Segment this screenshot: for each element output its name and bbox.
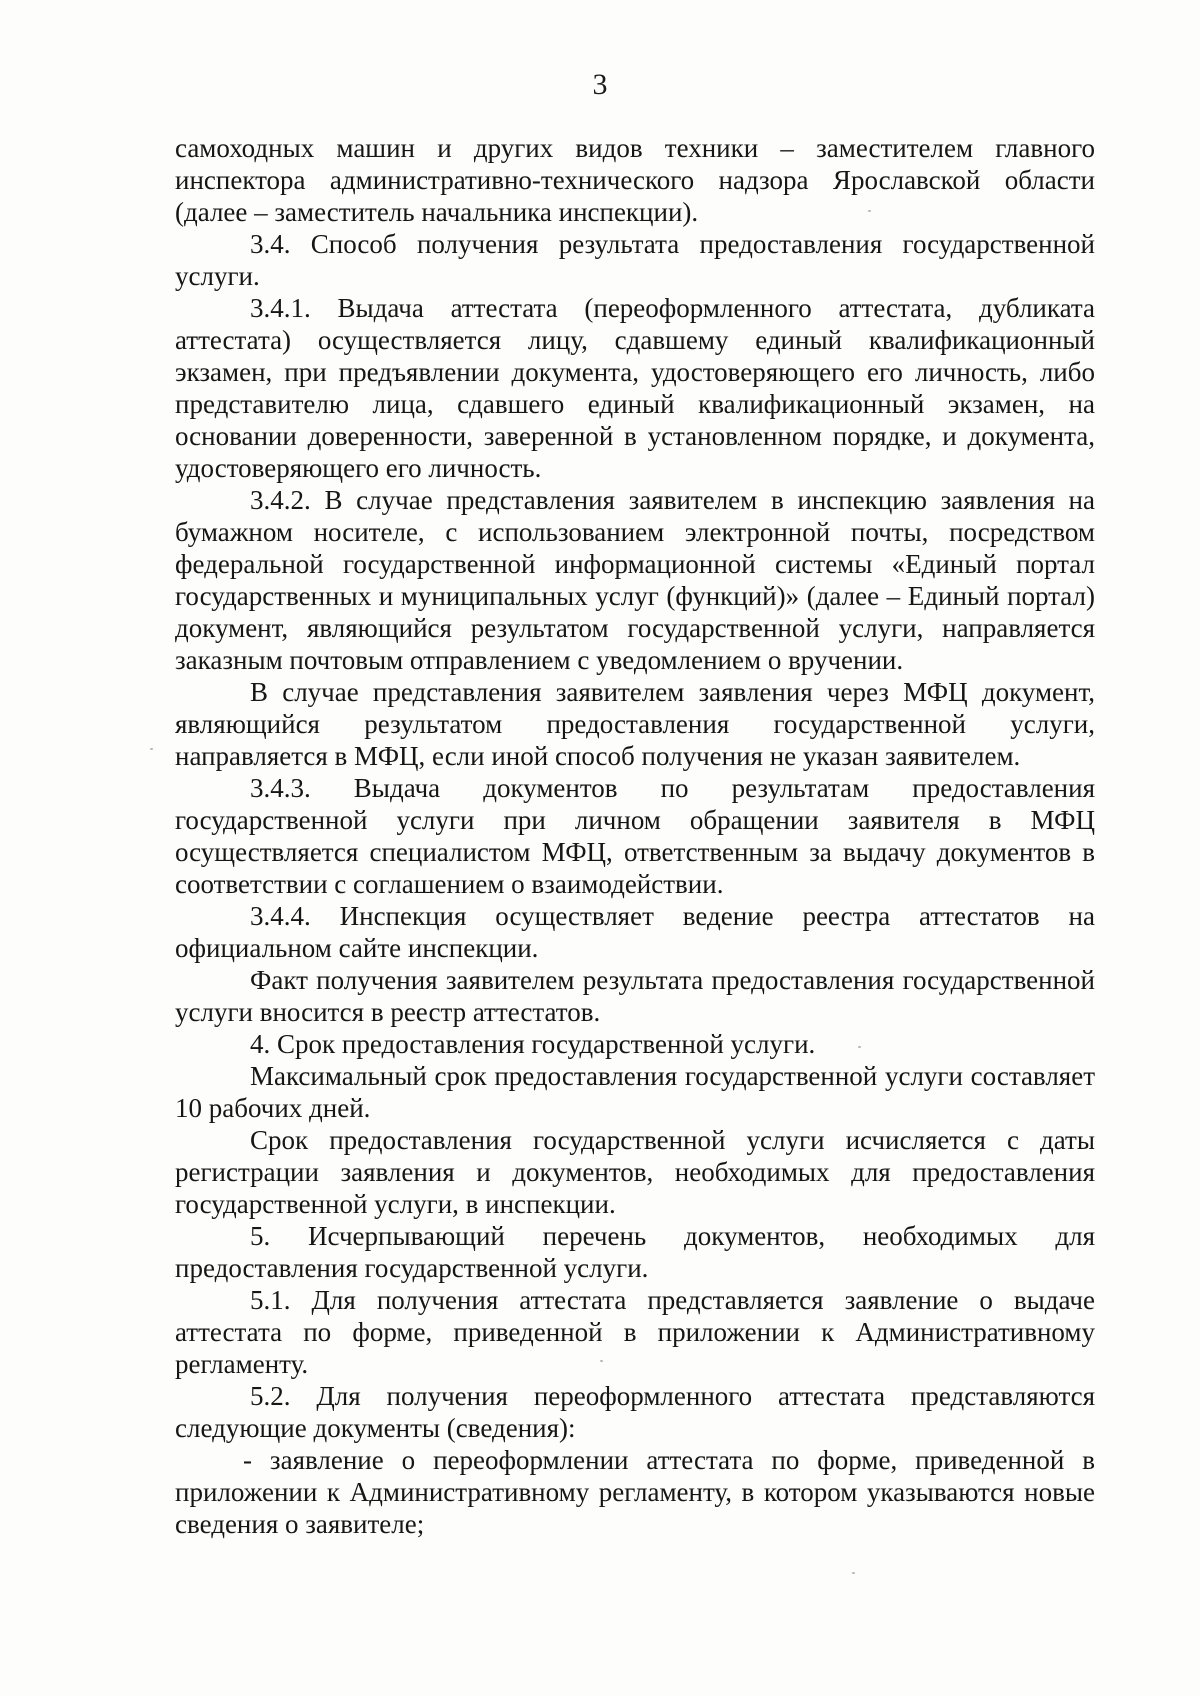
scan-speck	[868, 210, 871, 212]
scan-speck	[150, 748, 153, 750]
paragraph-continuation: самоходных машин и других видов техники – заместителем главного инспектора административно-технического надзора Ярославской области (далее – заместитель начальника инспекции).	[175, 133, 1095, 227]
paragraph-mfc-delivery: В случае представления заявителем заявления через МФЦ документ, являющийся результатом предоставления государственной услуги, направляется в МФЦ, если иной способ получения не указан заявителем.	[175, 677, 1095, 771]
document-body	[175, 132, 1095, 1540]
paragraph-5-1: 5.1. Для получения аттестата представляется заявление о выдаче аттестата по форме, приведенной в приложении к Административному регламенту.	[175, 1285, 1095, 1379]
paragraph-registry-fact: Факт получения заявителем результата предоставления государственной услуги вносится в реестр аттестатов.	[175, 965, 1095, 1027]
paragraph-3-4-1: 3.4.1. Выдача аттестата (переоформленного аттестата, дубликата аттестата) осуществляется лицу, сдавшему единый квалификационный экзамен, при предъявлении документа, удостоверяющего его личность, либо представителю лица, сдавшего единый квалификационный экзамен, на основании доверенности, заверенной в установленном порядке, и документа, удостоверяющего его личность.	[175, 293, 1095, 483]
list-item-reissue-application: - заявление о переоформлении аттестата по форме, приведенной в приложении к Административному регламенту, в котором указываются новые сведения о заявителе;	[175, 1445, 1095, 1539]
scan-speck	[600, 1360, 603, 1362]
scan-speck	[852, 1572, 855, 1574]
paragraph-max-term: Максимальный срок предоставления государственной услуги составляет 10 рабочих дней.	[175, 1061, 1095, 1123]
paragraph-3-4-3: 3.4.3. Выдача документов по результатам предоставления государственной услуги при личном обращении заявителя в МФЦ осуществляется специалистом МФЦ, ответственным за выдачу документов в соответствии с соглашением о взаимодействии.	[175, 773, 1095, 899]
scan-speck	[858, 1046, 861, 1048]
paragraph-3-4-4: 3.4.4. Инспекция осуществляет ведение реестра аттестатов на официальном сайте инспекции.	[175, 901, 1095, 963]
paragraph-3-4-2: 3.4.2. В случае представления заявителем в инспекцию заявления на бумажном носителе, с использованием электронной почты, посредством федеральной государственной информационной системы «Единый портал государственных и муниципальных услуг (функций)» (далее – Единый портал) документ, являющийся результатом государственной услуги, направляется заказным почтовым отправлением с уведомлением о вручении.	[175, 485, 1095, 675]
paragraph-4: 4. Срок предоставления государственной услуги.	[250, 1029, 816, 1059]
paragraph-3-4: 3.4. Способ получения результата предоставления государственной услуги.	[175, 229, 1095, 291]
page-number: 3	[592, 68, 608, 101]
paragraph-term-calculation: Срок предоставления государственной услуги исчисляется с даты регистрации заявления и документов, необходимых для предоставления государственной услуги, в инспекции.	[175, 1125, 1095, 1219]
paragraph-5-2: 5.2. Для получения переоформленного аттестата представляются следующие документы (сведения):	[175, 1381, 1095, 1443]
paragraph-5: 5. Исчерпывающий перечень документов, необходимых для предоставления государственной услуги.	[175, 1221, 1095, 1283]
